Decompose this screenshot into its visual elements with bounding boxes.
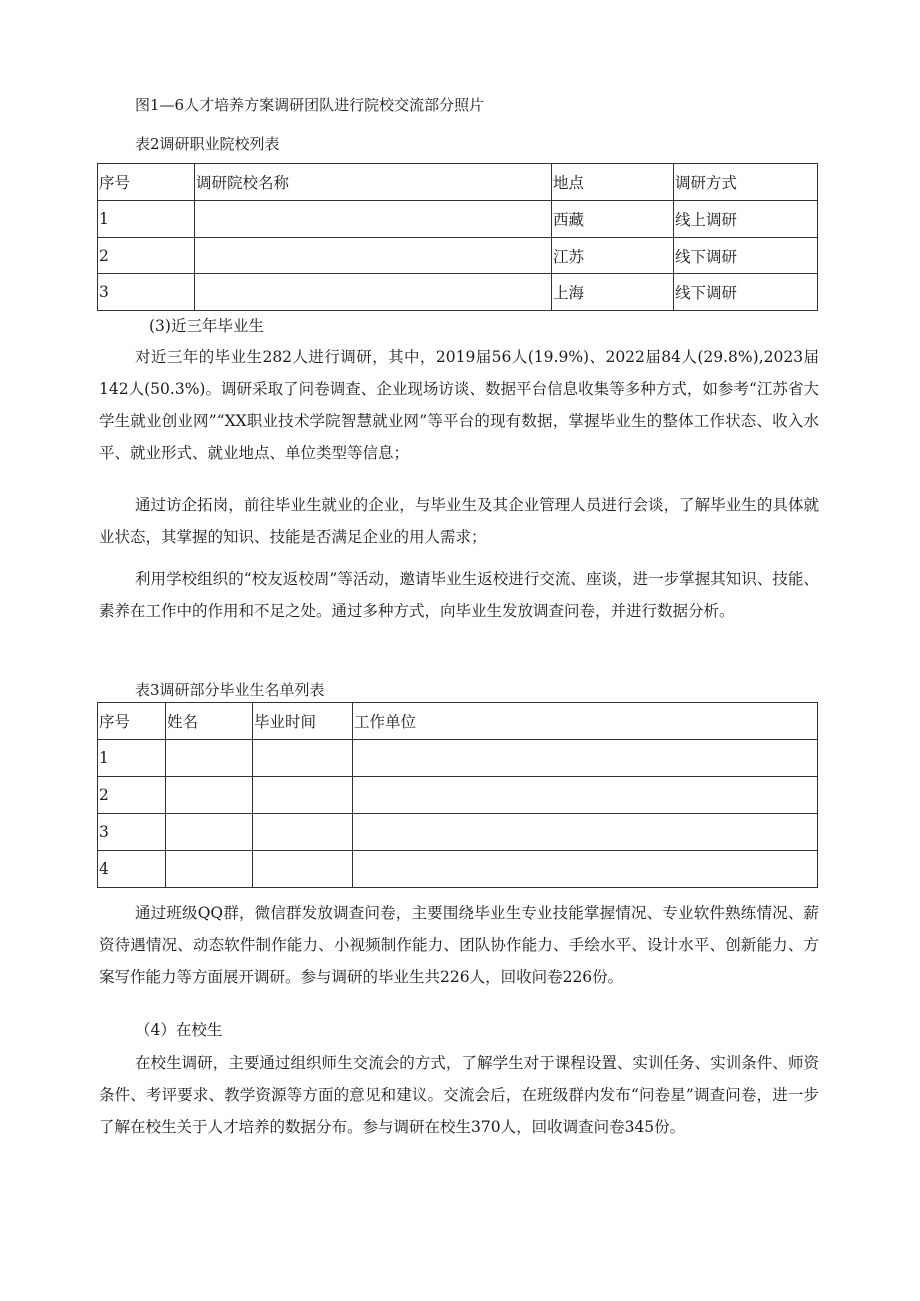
section4-paragraph-1: 在校生调研，主要通过组织师生交流会的方式，了解学生对于课程设置、实训任务、实训条件、师资条件、考评要求、教学资源等方面的意见和建议。交流会后，在班级群内发布“问卷星”调查问卷，进一步了解在校生关于人才培养的数据分布。参与调研在校生370人，回收调查问卷345份。 [99, 1054, 819, 1136]
cell-index: 1 [98, 201, 195, 238]
header-cell-index: 序号 [98, 703, 166, 740]
cell-index: 3 [98, 274, 195, 311]
table2-caption: 表2调研职业院校列表 [135, 135, 280, 153]
table-row [98, 238, 818, 274]
cell-name [166, 851, 253, 888]
cell-graduation-time [253, 740, 353, 777]
cell-index: 2 [98, 238, 195, 274]
table2-schools [97, 163, 818, 311]
table-header-row [98, 703, 818, 740]
cell-index: 3 [98, 814, 166, 851]
cell-employer [353, 740, 818, 777]
header-cell-graduation-time: 毕业时间 [253, 703, 353, 740]
cell-school [195, 201, 552, 238]
table-row [98, 777, 818, 814]
paragraph-survey-graduates: 通过班级QQ群，微信群发放调查问卷，主要围绕毕业生专业技能掌握情况、专业软件熟练情况、薪资待遇情况、动态软件制作能力、小视频制作能力、团队协作能力、手绘水平、设计水平、创新能力、方案写作能力等方面展开调研。参与调研的毕业生共226人，回收问卷226份。 [99, 904, 819, 986]
cell-employer [353, 814, 818, 851]
header-cell-index: 序号 [98, 164, 195, 201]
table-header-row [98, 164, 818, 201]
cell-name [166, 777, 253, 814]
cell-method: 线下调研 [674, 238, 818, 274]
section3-heading: (3)近三年毕业生 [149, 317, 264, 335]
cell-method: 线下调研 [674, 274, 818, 311]
cell-employer [353, 851, 818, 888]
section3-paragraph-1: 对近三年的毕业生282人进行调研，其中，2019届56人(19.9%)、2022届84人(29.8%),2023届142人(50.3%)。调研采取了问卷调查、企业现场访谈、数据平台信息收集等多种方式，如参考“江苏省大学生就业创业网”“XX职业技术学院智慧就业网”等平台的现有数据，掌握毕业生的整体工作状态、收入水平、就业形式、就业地点、单位类型等信息； [99, 348, 819, 462]
header-cell-employer: 工作单位 [353, 703, 818, 740]
table-row [98, 851, 818, 888]
cell-name [166, 814, 253, 851]
section4-heading: （4）在校生 [135, 1021, 223, 1039]
section3-paragraph-3: 利用学校组织的“校友返校周”等活动，邀请毕业生返校进行交流、座谈，进一步掌握其知识、技能、素养在工作中的作用和不足之处。通过多种方式，向毕业生发放调查问卷，并进行数据分析。 [99, 570, 819, 620]
table3-graduates [97, 702, 818, 888]
table-row [98, 274, 818, 311]
cell-graduation-time [253, 851, 353, 888]
header-cell-school: 调研院校名称 [195, 164, 552, 201]
cell-graduation-time [253, 777, 353, 814]
figure-caption: 图1—6人才培养方案调研团队进行院校交流部分照片 [135, 96, 485, 114]
table-row [98, 740, 818, 777]
cell-location: 江苏 [552, 238, 674, 274]
cell-method: 线上调研 [674, 201, 818, 238]
header-cell-location: 地点 [552, 164, 674, 201]
header-cell-method: 调研方式 [674, 164, 818, 201]
cell-employer [353, 777, 818, 814]
cell-location: 上海 [552, 274, 674, 311]
cell-school [195, 274, 552, 311]
cell-graduation-time [253, 814, 353, 851]
cell-location: 西藏 [552, 201, 674, 238]
cell-index: 2 [98, 777, 166, 814]
table-row [98, 814, 818, 851]
section3-paragraph-2: 通过访企拓岗，前往毕业生就业的企业，与毕业生及其企业管理人员进行会谈，了解毕业生的具体就业状态，其掌握的知识、技能是否满足企业的用人需求； [99, 496, 819, 546]
cell-name [166, 740, 253, 777]
header-cell-name: 姓名 [166, 703, 253, 740]
cell-index: 1 [98, 740, 166, 777]
table-row [98, 201, 818, 238]
cell-index: 4 [98, 851, 166, 888]
cell-school [195, 238, 552, 274]
table3-caption: 表3调研部分毕业生名单列表 [135, 681, 325, 699]
